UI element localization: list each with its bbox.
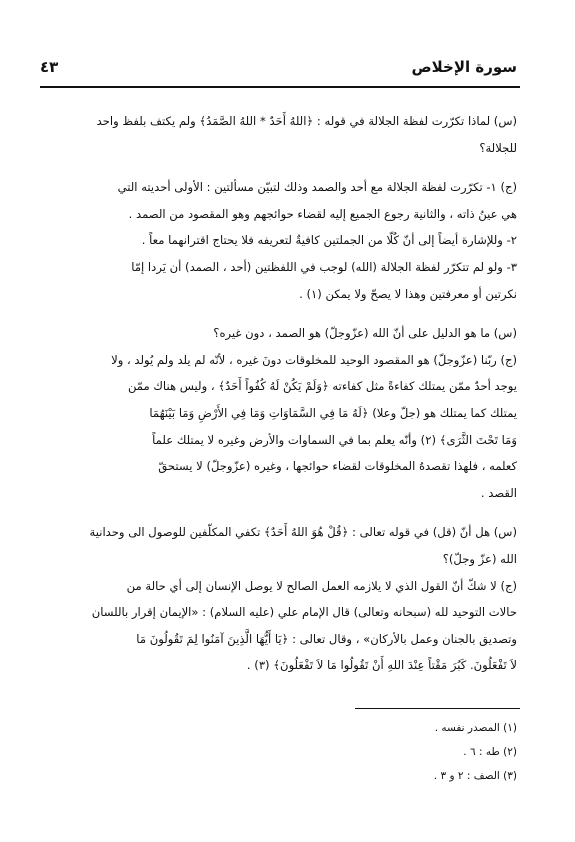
text-line: يوجد أحدٌ ممّن يمتلك كفاءةً مثل كفاءته ﴿وَلَمْ يَكُنْ لَهُ كُفُواً أَحَدٌ﴾ ، وليس هناك ممّن xyxy=(127,379,517,394)
question-3 xyxy=(40,519,517,572)
text-line: حالات التوحيد لله (سبحانه وتعالى) قال الإمام علي (عليه السلام) : «الإيمان إقرار باللسان xyxy=(91,605,517,620)
header-rule xyxy=(40,86,520,88)
answer-1 xyxy=(40,174,517,307)
text-line: (ج) ربّنا (عزّوجلّ) هو المقصود الوحيد للمخلوقات دونَ غيره ، لأنّه لم يلد ولم يُولد ، ولا xyxy=(111,352,517,367)
text-line: يمتلك كما يمتلك هو (جلّ وعلا) ﴿لَهُ مَا فِي السَّمَاوَاتِ وَمَا فِي الأَرْضِ وَمَا بَيْنَهُمَا xyxy=(149,405,517,420)
answer-2 xyxy=(40,347,517,507)
text-line: نكرتين أو معرفتين وهذا لا يصحّ ولا يمكن (١) . xyxy=(299,286,517,301)
text-line: الله (عزّ وجلّ)؟ xyxy=(442,551,517,566)
footnote: (٣) الصف : ٢ و ٣ . xyxy=(433,770,517,782)
page-header xyxy=(40,58,517,82)
text-line: ٢- وللإشارة أيضاً إلى أنّ كُلّا من الجملتين كافيةٌ لتعريفه فلا يحتاج اقترانهما معاً . xyxy=(141,233,517,248)
text-line: للجلالة؟ xyxy=(479,140,517,155)
answer-3 xyxy=(40,573,517,679)
footnote: (٢) طه : ٦ . xyxy=(463,746,517,758)
question-2 xyxy=(40,320,517,347)
footnotes xyxy=(300,716,517,788)
text-line: وَمَا تَحْتَ الثَّرَى﴾ (٢) وأنّه يعلم بما في السماوات والأرض وغيره لا يمتلك علماً xyxy=(152,432,517,447)
text-line: (ج) لا شكّ أنّ القول الذي لا يلازمه العمل الصالح لا يوصل الإنسان إلى أي حالة من xyxy=(126,578,517,593)
text-line: وتصديق بالجنان وعمل بالأركان» ، وقال تعالى : ﴿يَا أَيُّهَا الَّذِينَ آمَنُوا لِمَ تَقُولُونَ مَا xyxy=(136,631,517,646)
text-line: لاَ تَفْعَلُونَ. كَبُرَ مَقْتاً عِنْدَ اللهِ أَنْ تَقُولُوا مَا لاَ تَفْعَلُونَ﴾ (٣) . xyxy=(246,658,517,673)
text-line: القصد . xyxy=(480,485,517,500)
text-line: هي عينُ ذاته ، والثانية رجوع الجميع إليه لقضاء حوائجهم وهو المقصود من الصمد . xyxy=(128,206,517,221)
text-line: (س) لماذا تكرّرت لفظة الجلالة في قوله : ﴿اللهُ أَحَدٌ * اللهُ الصَّمَدُ﴾ ولم يكتف بلفظ واحد xyxy=(96,114,517,128)
text-line: (س) هل أنّ (قل) في قوله تعالى : ﴿قُلْ هُوَ اللهُ أَحَدٌ﴾ تكفي المكلّفين للوصول الى وحدانية xyxy=(89,525,517,540)
text-line: ٣- ولو لم تتكرّر لفظة الجلالة (الله) لوجب في اللفظتين (أحد ، الصمد) أن يَردا إمّا xyxy=(131,259,517,274)
page-number: ٤٣ xyxy=(40,58,59,76)
text-line: (س) ما هو الدليل على أنّ الله (عزّوجلّ) هو الصمد ، دون غيره؟ xyxy=(213,326,517,341)
text-line: (ج) ١- تكرّرت لفظة الجلالة مع أحد والصمد وذلك لتبيّن مسألتين : الأولى أحديته التي xyxy=(117,180,517,195)
footnote: (١) المصدر نفسه . xyxy=(434,722,517,734)
text-line: كعلمه ، فلهذا تقصدهُ المخلوقات لقضاء حوائجها ، وغيره (عزّوجلّ) لا يستحقّ xyxy=(158,459,517,474)
question-1 xyxy=(40,108,517,161)
footnote-separator xyxy=(355,708,520,709)
running-title: سورة الإخلاص xyxy=(411,58,517,76)
main-text xyxy=(40,108,517,679)
